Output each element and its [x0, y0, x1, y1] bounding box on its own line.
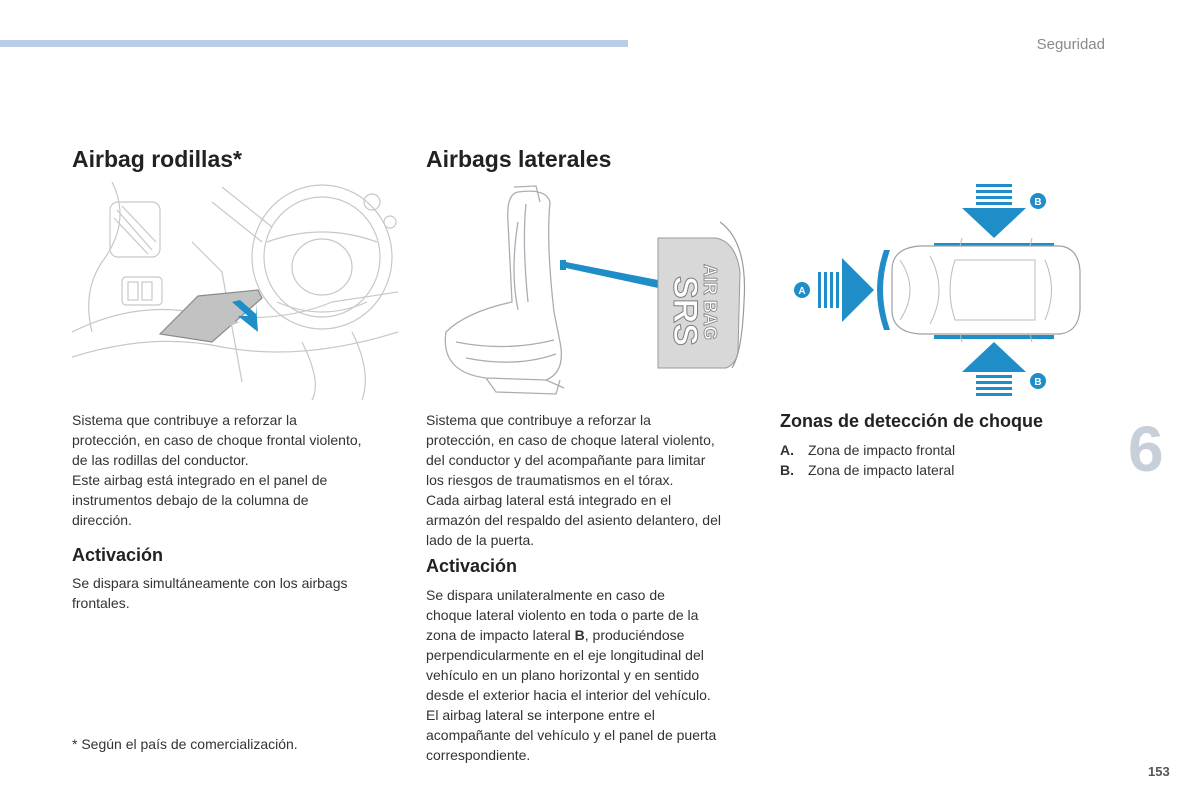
side-description — [426, 410, 756, 550]
text-line: correspondiente. — [426, 747, 531, 763]
text-line: lado de la puerta. — [426, 532, 535, 548]
text-fragment: zona de impacto lateral — [426, 627, 575, 643]
text-line: Este airbag está integrado en el panel de — [72, 472, 328, 488]
text-line: vehículo en un plano horizontal y en sentido — [426, 667, 700, 683]
text-line: Sistema que contribuye a reforzar la — [72, 412, 297, 428]
legend-key: A. — [780, 442, 794, 458]
text-line: El airbag lateral se interpone entre el — [426, 707, 655, 723]
text-line: Sistema que contribuye a reforzar la — [426, 412, 651, 428]
text-line: protección, en caso de choque frontal violento, — [72, 432, 362, 448]
text-line: Se dispara simultáneamente con los airbags — [72, 575, 348, 591]
badge-b-top-label: B — [1034, 197, 1042, 208]
section-label: Seguridad — [1036, 36, 1105, 53]
text-line: desde el exterior hacia el interior del vehículo. — [426, 687, 711, 703]
text-fragment: , produciéndose — [584, 627, 685, 643]
chapter-number: 6 — [1128, 413, 1164, 485]
side-activation-text — [426, 585, 756, 765]
side-airbag-illustration — [426, 182, 752, 400]
text-line: del conductor y del acompañante para limitar — [426, 452, 706, 468]
text-line: armazón del respaldo del asiento delantero, del — [426, 512, 721, 528]
text-line: Cada airbag lateral está integrado en el — [426, 492, 672, 508]
zones-legend — [780, 440, 955, 480]
side-activation-title: Activación — [426, 556, 518, 576]
badge-a-label: A — [798, 286, 806, 297]
zones-title: Zonas de detección de choque — [780, 411, 1044, 431]
knee-activation-title: Activación — [72, 545, 164, 565]
text-line: frontales. — [72, 595, 130, 611]
text-line: protección, en caso de choque lateral violento, — [426, 432, 715, 448]
side-airbags-title: Airbags laterales — [426, 146, 612, 172]
text-line: perpendicularmente en el eje longitudinal del — [426, 647, 704, 663]
text-line: instrumentos debajo de la columna de — [72, 492, 309, 508]
knee-activation-text — [72, 573, 402, 613]
knee-airbag-title: Airbag rodillas* — [72, 146, 242, 172]
text-line: de las rodillas del conductor. — [72, 452, 249, 468]
zone-b-reference: B — [574, 627, 585, 643]
airbag-label: AIR BAG — [700, 264, 720, 340]
badge-b-bottom-label: B — [1034, 377, 1042, 388]
text-line: choque lateral violento en toda o parte de la — [426, 607, 699, 623]
legend-key: B. — [780, 462, 794, 478]
legend-item — [780, 460, 955, 480]
text-line: Se dispara unilateralmente en caso de — [426, 587, 665, 603]
srs-label: SRS — [666, 276, 704, 346]
footnote: * Según el país de comercialización. — [72, 736, 298, 752]
text-line: dirección. — [72, 512, 132, 528]
detection-zones-diagram — [780, 180, 1100, 400]
text-line — [426, 625, 756, 645]
header-bar — [0, 40, 628, 47]
legend-text: Zona de impacto frontal — [808, 442, 956, 458]
legend-text: Zona de impacto lateral — [808, 462, 955, 478]
legend-item — [780, 440, 955, 460]
knee-description — [72, 410, 402, 530]
page-number: 153 — [1148, 764, 1170, 779]
text-line: los riesgos de traumatismos en el tórax. — [426, 472, 674, 488]
knee-airbag-illustration — [72, 182, 398, 400]
text-line: acompañante del vehículo y el panel de puerta — [426, 727, 717, 743]
